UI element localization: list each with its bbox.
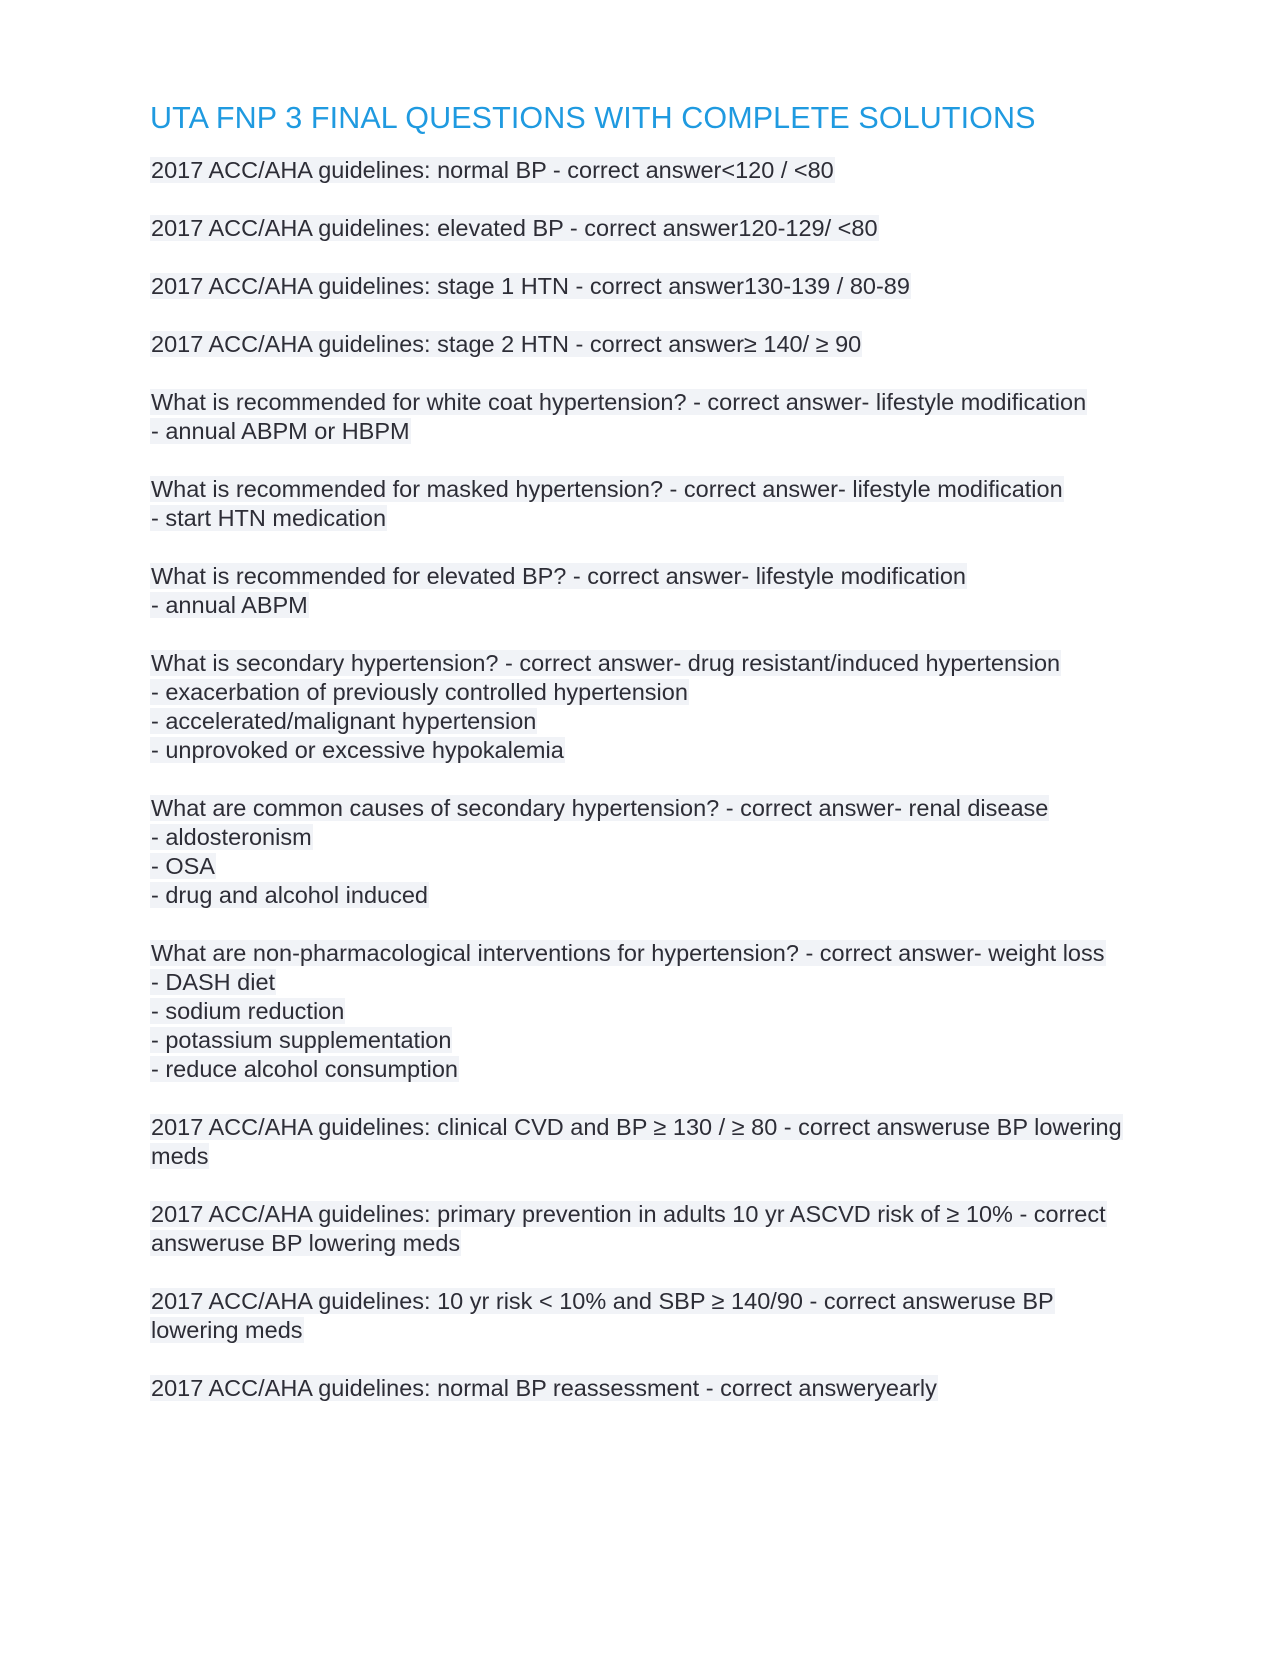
qa-entry <box>150 272 1130 301</box>
qa-line-text: - sodium reduction <box>151 998 345 1024</box>
qa-line-text: What is recommended for masked hypertension? - correct answer- lifestyle modification <box>151 476 1063 502</box>
qa-line-text: 2017 ACC/AHA guidelines: stage 1 HTN - correct answer130-139 / 80-89 <box>151 273 910 299</box>
qa-line-text: - OSA <box>151 853 215 879</box>
qa-line-text: What is recommended for white coat hypertension? - correct answer- lifestyle modification <box>151 389 1087 415</box>
qa-line-text: 2017 ACC/AHA guidelines: primary prevention in adults 10 yr ASCVD risk of ≥ 10% - correct answeruse BP lowering meds <box>151 1201 1106 1256</box>
qa-entry <box>150 1374 1130 1403</box>
qa-question-line <box>150 794 1130 823</box>
qa-entry <box>150 939 1130 1084</box>
qa-line-text: - exacerbation of previously controlled hypertension <box>151 679 688 705</box>
qa-line-text: What is secondary hypertension? - correct answer- drug resistant/induced hypertension <box>151 650 1061 676</box>
qa-line-text: 2017 ACC/AHA guidelines: 10 yr risk < 10% and SBP ≥ 140/90 - correct answeruse BP lowering meds <box>151 1288 1054 1343</box>
qa-question-line <box>150 156 1130 185</box>
qa-line-text: 2017 ACC/AHA guidelines: clinical CVD and BP ≥ 130 / ≥ 80 - correct answeruse BP lowering meds <box>151 1114 1122 1169</box>
qa-line-text: - annual ABPM or HBPM <box>151 418 410 444</box>
qa-question-line <box>150 388 1130 417</box>
qa-line-text: - accelerated/malignant hypertension <box>151 708 537 734</box>
qa-line-text: - start HTN medication <box>151 505 387 531</box>
qa-line-text: - aldosteronism <box>151 824 312 850</box>
qa-line-text: - reduce alcohol consumption <box>151 1056 458 1082</box>
qa-answer-line <box>150 504 1130 533</box>
qa-question-line <box>150 939 1130 968</box>
qa-answer-line <box>150 997 1130 1026</box>
qa-line-text: What are common causes of secondary hypertension? - correct answer- renal disease <box>151 795 1049 821</box>
qa-entry <box>150 649 1130 765</box>
qa-question-line <box>150 330 1130 359</box>
qa-answer-line <box>150 1026 1130 1055</box>
qa-entry <box>150 1287 1130 1345</box>
qa-answer-line <box>150 881 1130 910</box>
qa-line-text: - annual ABPM <box>151 592 308 618</box>
qa-question-line <box>150 649 1130 678</box>
qa-list <box>150 156 1130 1403</box>
qa-line-text: - drug and alcohol induced <box>151 882 428 908</box>
qa-line-text: 2017 ACC/AHA guidelines: stage 2 HTN - correct answer≥ 140/ ≥ 90 <box>151 331 862 357</box>
qa-question-line <box>150 272 1130 301</box>
qa-entry <box>150 475 1130 533</box>
qa-question-line <box>150 475 1130 504</box>
qa-question-line <box>150 1287 1130 1345</box>
qa-entry <box>150 562 1130 620</box>
qa-answer-line <box>150 823 1130 852</box>
qa-line-text: 2017 ACC/AHA guidelines: elevated BP - correct answer120-129/ <80 <box>151 215 878 241</box>
qa-line-text: What are non-pharmacological interventions for hypertension? - correct answer- weight loss <box>151 940 1105 966</box>
qa-entry <box>150 388 1130 446</box>
qa-entry <box>150 156 1130 185</box>
qa-question-line <box>150 214 1130 243</box>
qa-answer-line <box>150 707 1130 736</box>
qa-line-text: 2017 ACC/AHA guidelines: normal BP reassessment - correct answeryearly <box>151 1375 937 1401</box>
qa-line-text: - DASH diet <box>151 969 276 995</box>
qa-entry <box>150 794 1130 910</box>
qa-entry <box>150 330 1130 359</box>
qa-line-text: 2017 ACC/AHA guidelines: normal BP - correct answer<120 / <80 <box>151 157 834 183</box>
qa-answer-line <box>150 678 1130 707</box>
qa-question-line <box>150 1113 1130 1171</box>
qa-question-line <box>150 1374 1130 1403</box>
qa-answer-line <box>150 591 1130 620</box>
qa-answer-line <box>150 1055 1130 1084</box>
qa-answer-line <box>150 968 1130 997</box>
qa-answer-line <box>150 736 1130 765</box>
qa-line-text: What is recommended for elevated BP? - correct answer- lifestyle modification <box>151 563 966 589</box>
qa-entry <box>150 1113 1130 1171</box>
document-page <box>150 100 1130 1432</box>
qa-entry <box>150 214 1130 243</box>
qa-question-line <box>150 1200 1130 1258</box>
qa-entry <box>150 1200 1130 1258</box>
qa-answer-line <box>150 417 1130 446</box>
document-title: UTA FNP 3 FINAL QUESTIONS WITH COMPLETE SOLUTIONS <box>150 101 1036 135</box>
qa-answer-line <box>150 852 1130 881</box>
qa-question-line <box>150 562 1130 591</box>
qa-line-text: - potassium supplementation <box>151 1027 452 1053</box>
qa-line-text: - unprovoked or excessive hypokalemia <box>151 737 564 763</box>
